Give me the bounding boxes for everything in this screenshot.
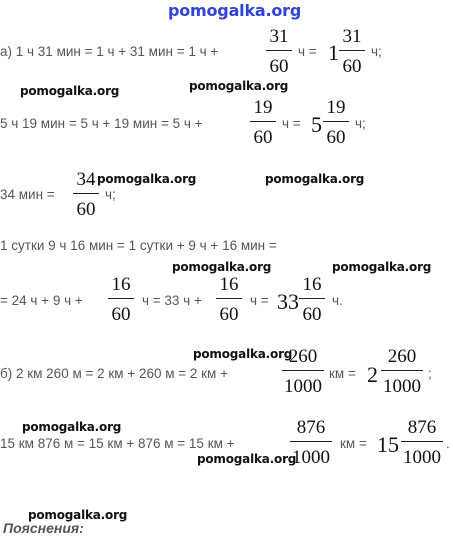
fraction-numerator: 31 (342, 26, 362, 47)
fraction-numerator: 19 (326, 97, 346, 118)
line-1-unit-1: ч = (298, 44, 317, 59)
fraction-denominator: 1000 (284, 376, 322, 397)
fraction-numerator: 16 (219, 274, 239, 295)
watermark: pomogalka.org (97, 172, 197, 186)
fraction-denominator: 60 (302, 304, 322, 325)
fraction-bar (266, 50, 292, 51)
fraction-denominator: 60 (219, 304, 239, 325)
line-1-fraction-1 (266, 27, 292, 76)
line-1-fraction-2 (339, 27, 365, 76)
line-6-fraction-2 (381, 347, 423, 396)
line-2-whole: 5 (311, 112, 322, 137)
watermark: pomogalka.org (193, 347, 293, 361)
fraction-numerator: 876 (296, 417, 326, 438)
fraction-numerator: 19 (253, 97, 273, 118)
fraction-numerator: 31 (269, 26, 289, 47)
watermark: pomogalka.org (189, 79, 289, 93)
line-2-fraction-1 (250, 98, 276, 147)
fraction-denominator: 60 (253, 127, 273, 148)
line-4-text: 1 сутки 9 ч 16 мин = 1 сутки + 9 ч + 16 мин = (0, 238, 277, 253)
line-2-text: 5 ч 19 мин = 5 ч + 19 мин = 5 ч + (0, 116, 203, 131)
fraction-bar (108, 298, 134, 299)
fraction-bar (401, 441, 443, 442)
fraction-bar (299, 298, 325, 299)
fraction-bar (290, 441, 332, 442)
line-7-text: 15 км 876 м = 15 км + 876 м = 15 км + (0, 436, 235, 451)
line-1-unit-2: ч; (371, 44, 382, 59)
fraction-denominator: 60 (111, 304, 131, 325)
fraction-bar (73, 193, 99, 194)
line-5-fraction-3 (299, 275, 325, 324)
watermark: pomogalka.org (197, 452, 297, 466)
line-7-whole: 15 (377, 432, 399, 457)
fraction-numerator: 260 (288, 346, 318, 367)
line-1-text: а) 1 ч 31 мин = 1 ч + 31 мин = 1 ч + (0, 44, 219, 59)
line-7-fraction-1 (290, 418, 332, 467)
line-2-unit-2: ч; (355, 116, 366, 131)
watermark: pomogalka.org (20, 84, 120, 98)
watermark: pomogalka.org (22, 420, 122, 434)
fraction-bar (381, 370, 423, 371)
line-3-fraction (73, 170, 99, 219)
fraction-bar (282, 370, 324, 371)
fraction-denominator: 60 (342, 56, 362, 77)
line-6-unit-2: ; (428, 366, 432, 381)
line-7-unit-2: . (446, 436, 450, 451)
line-2-fraction-2 (323, 98, 349, 147)
fraction-bar (216, 298, 242, 299)
fraction-bar (250, 121, 276, 122)
fraction-numerator: 34 (76, 169, 96, 190)
line-5-fraction-1 (108, 275, 134, 324)
watermark: pomogalka.org (332, 260, 432, 274)
line-3-text: 34 мин = (0, 187, 55, 202)
explanations-heading: Пояснения: (3, 520, 84, 536)
line-1-whole: 1 (328, 40, 339, 65)
line-7-fraction-2 (401, 418, 443, 467)
watermark: pomogalka.org (28, 508, 128, 522)
line-5-unit-3: ч. (332, 293, 343, 308)
fraction-denominator: 1000 (403, 447, 441, 468)
line-5-whole: 33 (277, 289, 299, 314)
fraction-bar (323, 121, 349, 122)
watermark: pomogalka.org (172, 260, 272, 274)
fraction-numerator: 16 (111, 274, 131, 295)
fraction-denominator: 60 (76, 199, 96, 220)
watermark: pomogalka.org (265, 172, 365, 186)
site-logo: pomogalka.org (168, 1, 302, 20)
line-7-unit-1: км = (340, 436, 367, 451)
line-6-unit-1: км = (329, 366, 356, 381)
fraction-denominator: 1000 (292, 447, 330, 468)
line-5-fraction-2 (216, 275, 242, 324)
fraction-numerator: 876 (407, 417, 437, 438)
line-6-text: б) 2 км 260 м = 2 км + 260 м = 2 км + (0, 366, 228, 381)
line-5-unit-1: ч = 33 ч + (142, 293, 202, 308)
fraction-denominator: 60 (269, 56, 289, 77)
fraction-numerator: 260 (387, 346, 417, 367)
fraction-bar (339, 50, 365, 51)
fraction-denominator: 1000 (383, 376, 421, 397)
line-6-whole: 2 (367, 362, 378, 387)
line-5-text: = 24 ч + 9 ч + (0, 293, 83, 308)
line-5-unit-2: ч = (250, 293, 269, 308)
fraction-denominator: 60 (326, 127, 346, 148)
fraction-numerator: 16 (302, 274, 322, 295)
line-3-unit: ч; (105, 187, 116, 202)
line-2-unit-1: ч = (282, 116, 301, 131)
